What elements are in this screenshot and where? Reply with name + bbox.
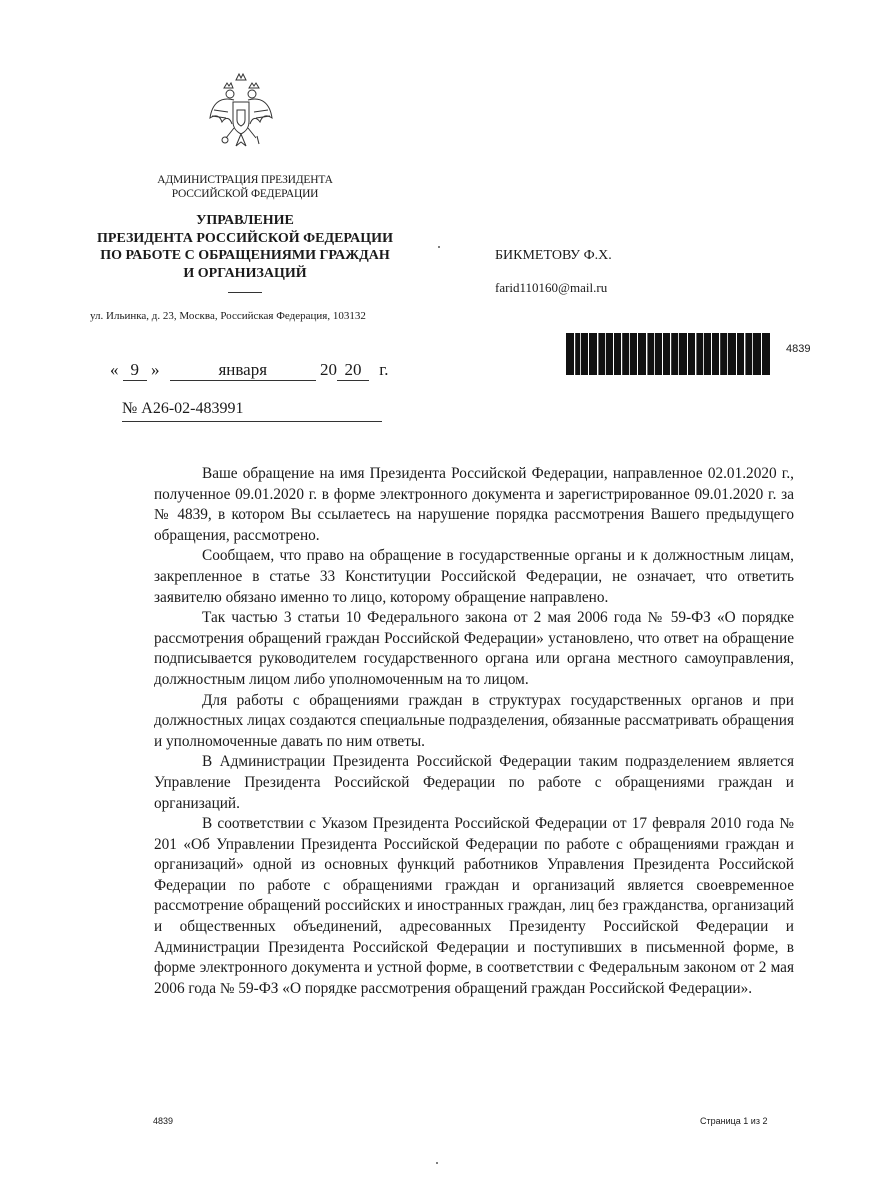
document-number: № А26-02-483991 bbox=[122, 400, 244, 417]
footer-page-indicator: Страница 1 из 2 bbox=[700, 1116, 768, 1126]
barcode bbox=[566, 333, 770, 375]
department-title bbox=[95, 212, 395, 282]
date-day: 9 bbox=[123, 360, 147, 381]
scan-speck bbox=[438, 246, 440, 248]
document-date bbox=[110, 360, 389, 381]
date-close-quote: » bbox=[151, 360, 160, 379]
document-number-underline bbox=[122, 421, 382, 422]
body-paragraph-4: Для работы с обращениями граждан в структурах государственных органов и при должностных лицах создаются специальные подразделения, обязанные рассматривать обращения и уполномоченные давать по ним ответы. bbox=[154, 691, 794, 750]
coat-of-arms-icon bbox=[206, 70, 276, 160]
recipient-email: farid110160@mail.ru bbox=[495, 280, 608, 295]
administration-title bbox=[130, 173, 360, 201]
body-paragraph-6: В соответствии с Указом Президента Российской Федерации от 17 февраля 2010 года № 201 «Об Управлении Президента Российской Федерации по работе с обращениями граждан и организаций» одной из основных функций работников Управления Президента Российской Федерации по работе с обращениями граждан и организаций является своевременное рассмотрение обращений российских и иностранных граждан, лиц без гражданства, организаций и общественных объединений, адресованных Президенту Российской Федерации и Администрации Президента Российской Федерации и поступивших в письменной форме, в форме электронного документа и устной форме, в соответствии с Федеральным законом от 2 мая 2006 года № 59-ФЗ «О порядке рассмотрения обращений граждан Российской Федерации». bbox=[154, 815, 794, 997]
letter-body bbox=[154, 464, 794, 999]
date-year-abbr: г. bbox=[379, 360, 389, 379]
body-paragraph-3: Так частью 3 статьи 10 Федерального закона от 2 мая 2006 года № 59-ФЗ «О порядке рассмотрения обращений граждан Российской Федерации» установлено, что ответ на обращение подписывается руководителем государственного органа или органа местного самоуправления, должностным лицом либо уполномоченным на то лицом. bbox=[154, 609, 794, 688]
body-paragraph-5: В Администрации Президента Российской Федерации таким подразделением является Управление Президента Российской Федерации по работе с обращениями граждан и организаций. bbox=[154, 753, 794, 812]
date-open-quote: « bbox=[110, 360, 119, 379]
recipient-name: БИКМЕТОВУ Ф.Х. bbox=[495, 248, 612, 263]
date-year-suffix: 20 bbox=[337, 360, 369, 381]
scan-speck-bottom bbox=[436, 1162, 438, 1164]
department-divider bbox=[228, 292, 262, 293]
date-year-prefix: 20 bbox=[320, 360, 337, 379]
sender-address: ул. Ильинка, д. 23, Москва, Российская Федерация, 103132 bbox=[90, 310, 366, 322]
date-month: января bbox=[170, 360, 316, 381]
administration-text: АДМИНИСТРАЦИЯ ПРЕЗИДЕНТА РОССИЙСКОЙ ФЕДЕРАЦИИ bbox=[157, 174, 333, 200]
body-paragraph-2: Сообщаем, что право на обращение в государственные органы и к должностным лицам, закрепленное в статье 33 Конституции Российской Федерации, не означает, что ответить заявителю обязано именно то лицо, которому обращение направлено. bbox=[154, 547, 794, 606]
barcode-number: 4839 bbox=[786, 343, 811, 355]
body-paragraph-1: Ваше обращение на имя Президента Российской Федерации, направленное 02.01.2020 г., полученное 09.01.2020 г. в форме электронного документа и зарегистрированное 09.01.2020 г. за № 4839, в котором Вы ссылаетесь на нарушение порядка рассмотрения Вашего предыдущего обращения, рассмотрено. bbox=[154, 465, 794, 544]
department-text: УПРАВЛЕНИЕ ПРЕЗИДЕНТА РОССИЙСКОЙ ФЕДЕРАЦИИ ПО РАБОТЕ С ОБРАЩЕНИЯМИ ГРАЖДАН И ОРГАНИЗАЦИЙ bbox=[97, 213, 393, 281]
footer-registration-number: 4839 bbox=[153, 1116, 174, 1126]
